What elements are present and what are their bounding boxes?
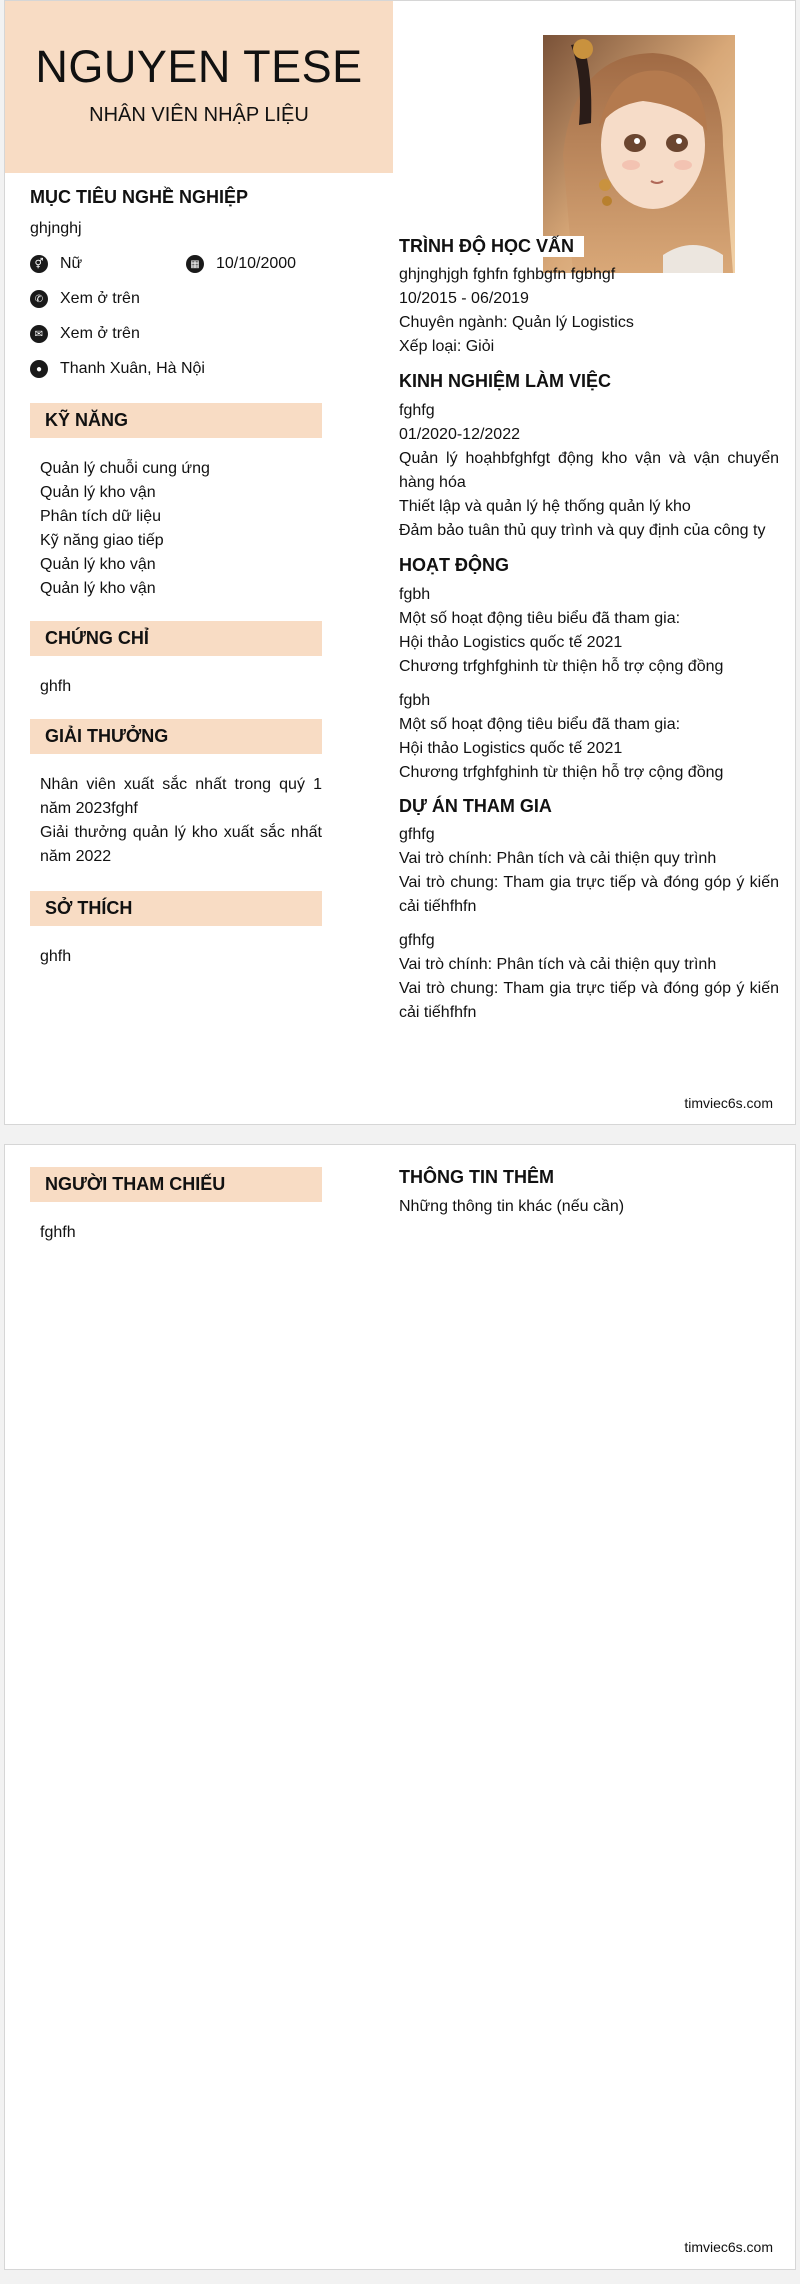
project-item: [399, 929, 779, 1025]
project-name: gfhfg: [399, 826, 435, 843]
skill-item: Quản lý kho vận: [40, 580, 156, 597]
project-item: [399, 823, 779, 919]
education-grade: Xếp loại: Giỏi: [399, 338, 495, 355]
certificates-text: ghfh: [40, 678, 72, 695]
address-value: Thanh Xuân, Hà Nội: [60, 360, 205, 377]
project-name: gfhfg: [399, 932, 435, 949]
contact-address: [30, 360, 205, 378]
skill-item: Quản lý kho vận: [40, 484, 156, 501]
experience-company: fghfg: [399, 402, 435, 419]
award-item: Giải thưởng quản lý kho xuất sắc nhất năm 2022: [40, 824, 322, 865]
experience-line: Đảm bảo tuân thủ quy trình và quy định của công ty: [399, 522, 766, 539]
header-box: [5, 1, 393, 173]
calendar-icon: ▦: [186, 255, 204, 273]
activity-item: [399, 689, 779, 785]
project-general: Vai trò chung: Tham gia trực tiếp và đóng góp ý kiến cải tiếhfhfn: [399, 980, 779, 1021]
activity-line: Hội thảo Logistics quốc tế 2021: [399, 740, 623, 757]
phone-icon: ✆: [30, 290, 48, 308]
hobbies-title: SỞ THÍCH: [30, 891, 322, 926]
objective-text: ghjnghj: [30, 220, 82, 237]
contact-gender: [30, 255, 82, 273]
certificates-title: CHỨNG CHỈ: [30, 621, 322, 656]
skills-list: [40, 457, 322, 601]
footer-brand: timviec6s.com: [684, 2239, 773, 2255]
education-title: TRÌNH ĐỘ HỌC VẤN: [399, 236, 584, 257]
activity-line: Một số hoạt động tiêu biểu đã tham gia:: [399, 716, 681, 733]
project-role: Vai trò chính: Phân tích và cải thiện quy trình: [399, 850, 717, 867]
gender-icon: ⚥: [30, 255, 48, 273]
additional-text: Những thông tin khác (nếu cần): [399, 1198, 625, 1215]
activity-line: Một số hoạt động tiêu biểu đã tham gia:: [399, 610, 681, 627]
activities-title: HOẠT ĐỘNG: [399, 555, 509, 575]
birthday-value: 10/10/2000: [216, 255, 297, 272]
experience-line: Thiết lập và quản lý hệ thống quản lý kho: [399, 498, 691, 515]
skill-item: Phân tích dữ liệu: [40, 508, 162, 525]
objective-title: MỤC TIÊU NGHỀ NGHIỆP: [30, 187, 249, 207]
activity-line: Chương trfghfghinh từ thiện hỗ trợ cộng đồng: [399, 764, 724, 781]
skill-item: Quản lý chuỗi cung ứng: [40, 460, 210, 477]
education-school: ghjnghjgh fghfn fghbgfn fgbhgf: [399, 266, 616, 283]
contact-birthday: [186, 255, 296, 273]
cv-page-1: [4, 0, 796, 1125]
references-title: NGƯỜI THAM CHIẾU: [30, 1167, 322, 1202]
awards-list: [40, 773, 322, 869]
education-period: 10/2015 - 06/2019: [399, 290, 529, 307]
additional-title: THÔNG TIN THÊM: [399, 1167, 554, 1187]
project-general: Vai trò chung: Tham gia trực tiếp và đóng góp ý kiến cải tiếhfhfn: [399, 874, 779, 915]
location-pin-icon: ●: [30, 360, 48, 378]
awards-title: GIẢI THƯỞNG: [30, 719, 322, 754]
references-text: fghfh: [40, 1224, 76, 1241]
award-item: Nhân viên xuất sắc nhất trong quý 1 năm 2023fghf: [40, 776, 322, 817]
candidate-name: NGUYEN TESE: [35, 41, 363, 92]
job-title: NHÂN VIÊN NHẬP LIỆU: [89, 104, 309, 126]
email-value: Xem ở trên: [60, 325, 140, 342]
projects-title: DỰ ÁN THAM GIA: [399, 796, 552, 816]
experience-period: 01/2020-12/2022: [399, 426, 520, 443]
activity-item: [399, 583, 779, 679]
contact-phone: [30, 290, 140, 308]
skills-title: KỸ NĂNG: [30, 403, 322, 438]
footer-brand: timviec6s.com: [684, 1095, 773, 1111]
cv-page-2: [4, 1144, 796, 2270]
education-major: Chuyên ngành: Quản lý Logistics: [399, 314, 634, 331]
gender-value: Nữ: [60, 255, 83, 272]
education-details: [399, 263, 779, 359]
contact-email: [30, 325, 140, 343]
hobbies-text: ghfh: [40, 948, 72, 965]
skill-item: Kỹ năng giao tiếp: [40, 532, 164, 549]
phone-value: Xem ở trên: [60, 290, 140, 307]
experience-title: KINH NGHIỆM LÀM VIỆC: [399, 371, 612, 391]
skill-item: Quản lý kho vận: [40, 556, 156, 573]
project-role: Vai trò chính: Phân tích và cải thiện quy trình: [399, 956, 717, 973]
activity-name: fgbh: [399, 692, 431, 709]
experience-line: Quản lý hoạhbfghfgt động kho vận và vận chuyển hàng hóa: [399, 450, 779, 491]
activity-name: fgbh: [399, 586, 431, 603]
experience-details: [399, 399, 779, 543]
activity-line: Hội thảo Logistics quốc tế 2021: [399, 634, 623, 651]
activity-line: Chương trfghfghinh từ thiện hỗ trợ cộng đồng: [399, 658, 724, 675]
email-icon: ✉: [30, 325, 48, 343]
